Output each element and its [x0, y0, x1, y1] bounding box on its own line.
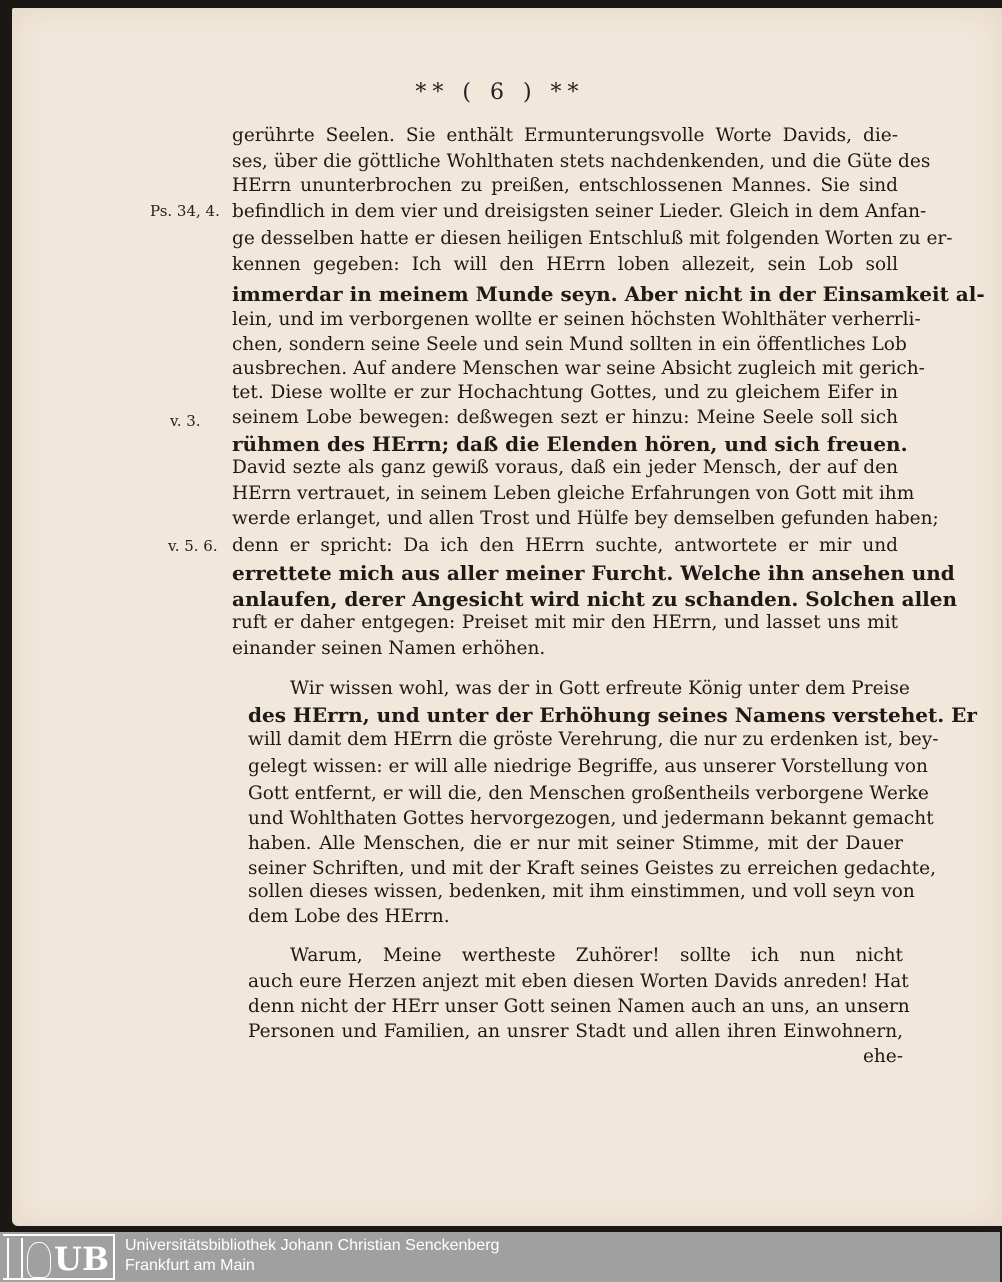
- text-line: befindlich in dem vier und dreisigsten seiner Lieder. Gleich in dem Anfan-: [232, 201, 927, 222]
- logo-text: UB: [54, 1240, 109, 1278]
- text-line: HErrn vertrauet, in seinem Leben gleiche Erfahrungen von Gott mit ihm: [232, 483, 915, 504]
- library-city: Frankfurt am Main: [125, 1257, 255, 1274]
- text-line: Wir wissen wohl, was der in Gott erfreute König unter dem Preise: [290, 678, 910, 699]
- text-line: und Wohlthaten Gottes hervorgezogen, und jedermann bekannt gemacht: [248, 808, 934, 829]
- text-line: auch eure Herzen anjezt mit eben diesen Worten Davids anreden! Hat: [248, 971, 909, 992]
- text-line: gerührte Seelen. Sie enthält Ermunterungsvolle Worte Davids, die-: [232, 125, 898, 146]
- text-line: denn er spricht: Da ich den HErrn suchte, antwortete er mir und: [232, 535, 898, 556]
- margin-note: v. 5. 6.: [168, 537, 218, 555]
- margin-note: v. 3.: [170, 412, 201, 430]
- text-line: immerdar in meinem Munde seyn. Aber nicht in der Einsamkeit al-: [232, 282, 985, 306]
- logo-portrait-icon: [27, 1242, 51, 1278]
- text-line: ses, über die göttliche Wohlthaten stets nachdenkenden, und die Güte des: [232, 151, 931, 172]
- text-line: des HErrn, und unter der Erhöhung seines Namens verstehet. Er: [248, 703, 977, 727]
- text-line: ausbrechen. Auf andere Menschen war seine Absicht zugleich mit gerich-: [232, 358, 925, 379]
- text-line: sollen dieses wissen, bedenken, mit ihm einstimmen, und voll seyn von: [248, 881, 915, 902]
- text-line: HErrn ununterbrochen zu preißen, entschlossenen Mannes. Sie sind: [232, 175, 898, 196]
- text-line: ruft er daher entgegen: Preiset mit mir den HErrn, und lasset uns mit: [232, 612, 898, 633]
- text-line: Gott entfernt, er will die, den Menschen großentheils verborgene Werke: [248, 783, 929, 804]
- text-line: ge desselben hatte er diesen heiligen Entschluß mit folgenden Worten zu er-: [232, 228, 953, 249]
- text-line: rühmen des HErrn; daß die Elenden hören, und sich freuen.: [232, 432, 908, 456]
- text-line: einander seinen Namen erhöhen.: [232, 638, 546, 659]
- text-line: gelegt wissen: er will alle niedrige Begriffe, aus unserer Vorstellung von: [248, 756, 928, 777]
- text-line: David sezte als ganz gewiß voraus, daß ein jeder Mensch, der auf den: [232, 457, 898, 478]
- text-line: errettete mich aus aller meiner Furcht. Welche ihn ansehen und: [232, 561, 955, 585]
- text-line: anlaufen, derer Angesicht wird nicht zu schanden. Solchen allen: [232, 587, 958, 611]
- text-line: werde erlanget, und allen Trost und Hülfe bey demselben gefunden haben;: [232, 508, 939, 529]
- page-number-header: ** ( 6 ) **: [415, 80, 585, 105]
- logo-columns-icon: [7, 1238, 23, 1278]
- margin-note: Ps. 34, 4.: [150, 202, 220, 220]
- text-line: kennen gegeben: Ich will den HErrn loben allezeit, sein Lob soll: [232, 254, 898, 275]
- text-line: will damit dem HErrn die gröste Verehrung, die nur zu erdenken ist, bey-: [248, 729, 939, 750]
- text-line: seiner Schriften, und mit der Kraft seines Geistes zu erreichen gedachte,: [248, 858, 937, 879]
- text-line: seinem Lobe bewegen: deßwegen sezt er hinzu: Meine Seele soll sich: [232, 407, 898, 428]
- text-line: chen, sondern seine Seele und sein Mund sollten in ein öffentliches Lob: [232, 334, 907, 355]
- text-line: Warum, Meine wertheste Zuhörer! sollte ich nun nicht: [290, 945, 903, 966]
- text-line: Personen und Familien, an unsrer Stadt und allen ihren Einwohnern,: [248, 1021, 903, 1042]
- text-line: lein, und im verborgenen wollte er seinen höchsten Wohlthäter verherrli-: [232, 309, 921, 330]
- text-line: ehe-: [862, 1046, 903, 1067]
- text-line: dem Lobe des HErrn.: [248, 906, 450, 927]
- library-footer: [0, 1232, 1000, 1282]
- text-line: haben. Alle Menschen, die er nur mit seiner Stimme, mit der Dauer: [248, 833, 903, 854]
- text-line: denn nicht der HErr unser Gott seinen Namen auch an uns, an unsern: [248, 996, 910, 1017]
- library-name: Universitätsbibliothek Johann Christian Senckenberg: [125, 1237, 500, 1254]
- text-line: tet. Diese wollte er zur Hochachtung Gottes, und zu gleichem Eifer in: [232, 382, 898, 403]
- ub-logo: [3, 1234, 115, 1280]
